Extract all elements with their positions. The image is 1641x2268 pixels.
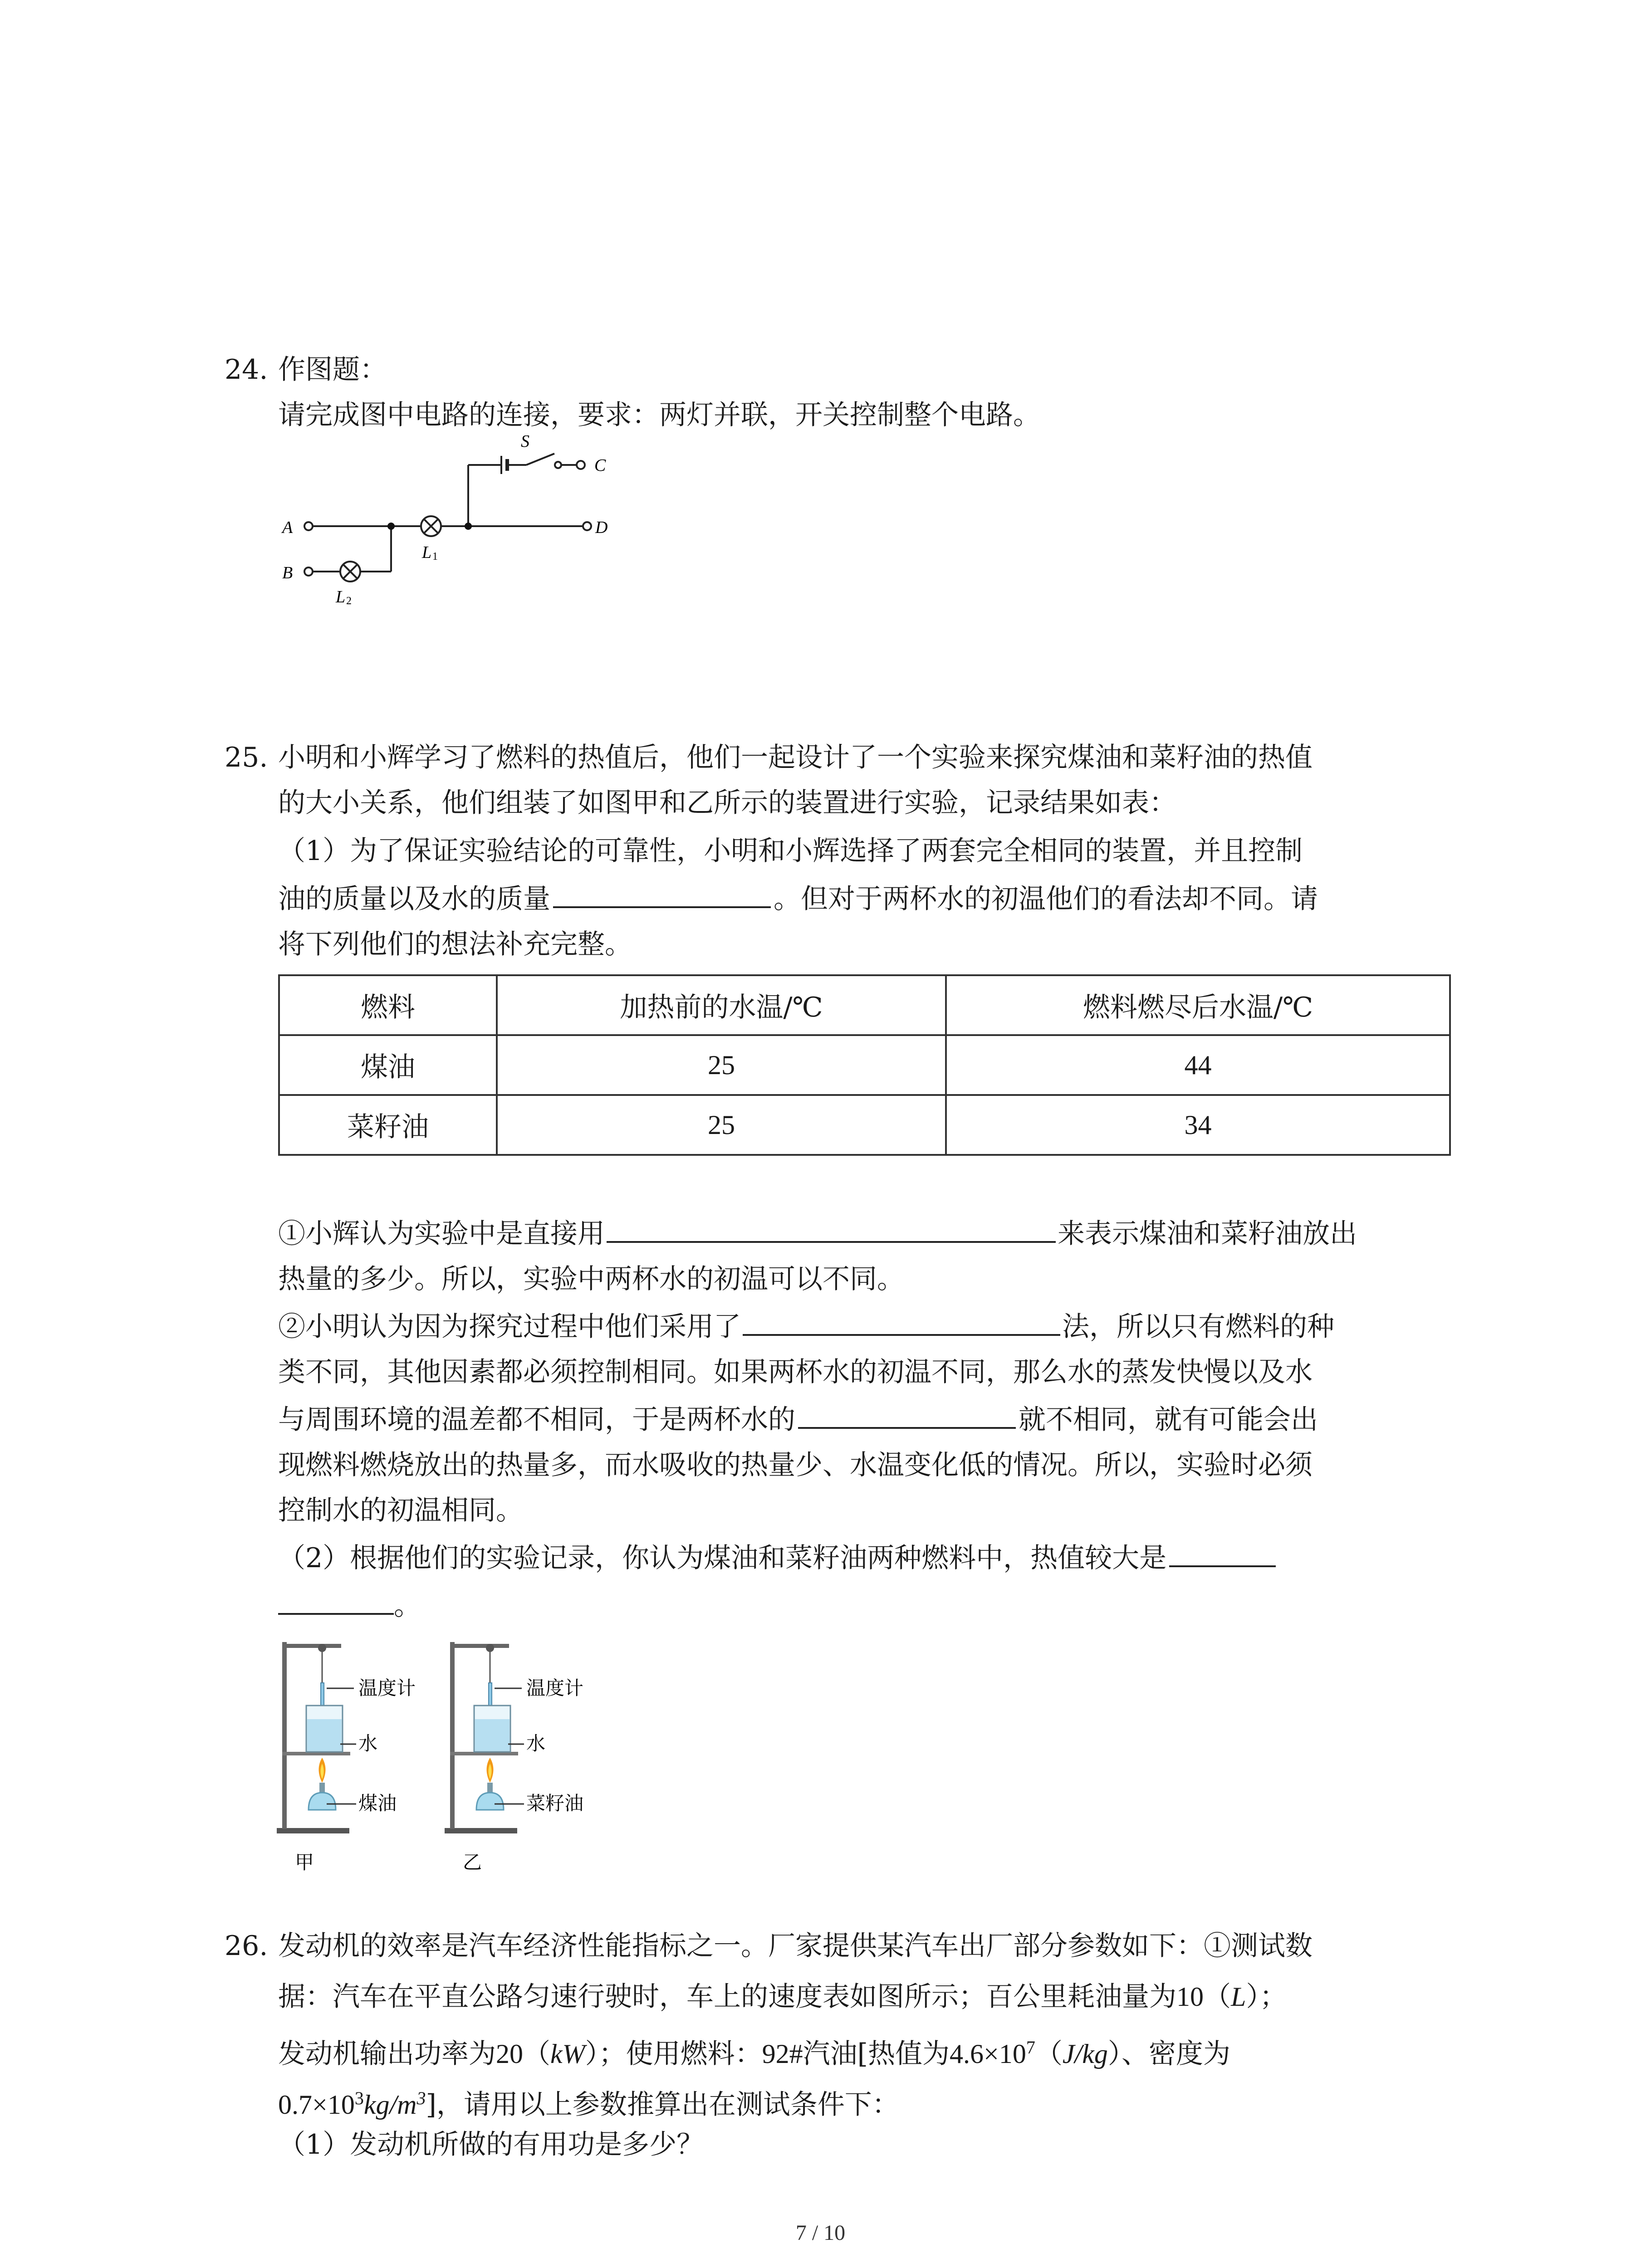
q25-claim2-pre: ②小明认为因为探究过程中他们采用了 [278,1311,741,1343]
caption-right: 乙 [463,1853,482,1873]
table-cell: 25 [497,1035,946,1095]
q25-claim2-line1 [278,1309,1334,1345]
q25-claim1-line1 [278,1216,1357,1252]
q25-claim2-line3-post: 就不相同，就有可能会出 [1019,1404,1318,1436]
q25-sub1-line3: 将下列他们的想法补充完整。 [278,929,632,960]
table-header-cell: 加热前的水温/℃ [497,975,946,1035]
q25-sub1-line2 [278,881,1318,917]
q25-claim2-post: 法，所以只有燃料的种 [1062,1311,1334,1343]
label-thermometer-right: 温度计 [526,1678,584,1699]
junction-dot [387,523,395,530]
lamp-l1-label: L [422,543,432,562]
q25-claim2-line2: 类不同，其他因素都必须控制相同。如果两杯水的初温不同，那么水的蒸发快慢以及水 [278,1356,1313,1388]
table-cell: 34 [946,1095,1450,1155]
circuit-diagram [272,435,635,617]
q26-line1: 发动机的效率是汽车经济性能指标之一。厂家提供某汽车出厂部分参数如下：①测试数 [278,1930,1313,1962]
lamp-l2-label: L [336,587,346,606]
q24-number: 24. [225,354,268,386]
q25-claim1-line2: 热量的多少。所以，实验中两杯水的初温可以不同。 [278,1263,904,1295]
heat-value-unit: J/kg [1062,2039,1108,2069]
q26-line4-text: ]，请用以上参数推算出在测试条件下： [426,2089,899,2121]
lamp-l1-subscript: 1 [432,551,438,562]
q25-claim2-line3-pre: 与周围环境的温差都不相同，于是两杯水的 [278,1404,795,1436]
table-row [279,1095,1450,1155]
q25-claim1-pre: ①小辉认为实验中是直接用 [278,1218,605,1250]
caption-left: 甲 [295,1853,314,1873]
table-header-cell: 燃料 [279,975,497,1035]
answer-blank-research-method[interactable] [743,1330,1060,1336]
terminal-d-label: D [595,518,608,537]
density-unit: kg/m [363,2090,417,2120]
q24-instruction: 请完成图中电路的连接，要求：两灯并联，开关控制整个电路。 [278,399,1040,431]
q25-claim2-line3 [278,1402,1318,1438]
fuel-grade: 92# [762,2039,803,2069]
q25-paragraph-line2: 的大小关系，他们组装了如图甲和乙所示的装置进行实验，记录结果如表： [278,787,1176,819]
table-header-row [279,975,1450,1035]
table-header-cell: 燃料燃尽后水温/℃ [946,975,1450,1035]
fuel-consumption-value: 10 [1176,1982,1204,2012]
q25-claim2-line5: 控制水的初温相同。 [278,1495,523,1526]
apparatus-right [445,1642,524,1833]
q25-sub2-period: 。 [394,1590,421,1622]
answer-blank-fuel-part1[interactable] [1169,1562,1276,1567]
results-table [278,974,1451,1156]
label-water-left: 水 [358,1734,378,1755]
heat-value-base: 4.6×10 [950,2039,1026,2069]
q26-line2: 据：汽车在平直公路匀速行驶时，车上的速度表如图所示；百公里耗油量为10（L）； [278,1981,1287,2013]
terminal-a-label: A [282,518,293,537]
apparatus-figure [272,1628,644,1882]
answer-blank-fuel-part2[interactable] [278,1609,394,1615]
page-number: 7 / 10 [795,2221,846,2245]
terminal-c-label: C [594,456,606,475]
terminal-b-label: B [282,563,293,582]
answer-blank-method[interactable] [607,1237,1056,1243]
table-cell: 菜籽油 [279,1095,497,1155]
answer-blank-heat-loss[interactable] [798,1423,1016,1429]
q26-number: 26. [225,1930,268,1962]
q26-line3: 发动机输出功率为20（kW）；使用燃料：92#汽油[热值为$4.6\times 10^7(J/kg)$、密度为 [278,2037,1230,2070]
power-value: 20 [496,2039,523,2069]
power-unit: kW [550,2039,585,2069]
density-exponent: 3 [354,2088,364,2108]
fuel-consumption-unit: L [1231,1982,1246,2012]
q25-sub1-line2-post: 。但对于两杯水的初温他们的看法却不同。请 [774,883,1318,915]
q26-line4 [278,2080,899,2123]
junction-dot [465,523,472,530]
q26-power-label: 发动机输出功率为 [278,2038,496,2070]
q25-sub1-line2-pre: 油的质量以及水的质量 [278,883,550,915]
q26-fuel-label: ；使用燃料： [598,2038,762,2070]
q26-sub1: （1）发动机所做的有用功是多少？ [278,2129,704,2160]
lamp-l2-subscript: 2 [346,595,352,607]
q25-sub1-line1: （1）为了保证实验结论的可靠性，小明和小辉选择了两套完全相同的装置，并且控制 [278,835,1303,867]
label-fuel-left: 煤油 [358,1794,397,1814]
label-thermometer-left: 温度计 [358,1677,416,1699]
q26-line2-text: 据：汽车在平直公路匀速行驶时，车上的速度表如图所示；百公里耗油量为 [278,1981,1176,2013]
table-cell: 25 [497,1095,946,1155]
density-base: 0.7×10 [278,2090,355,2120]
q26-heat-label: 汽油[热值为 [803,2038,950,2070]
heat-value-exponent: 7 [1026,2037,1035,2058]
q25-paragraph-line1: 小明和小辉学习了燃料的热值后，他们一起设计了一个实验来探究煤油和菜籽油的热值 [278,742,1313,773]
apparatus-left [277,1642,356,1833]
density-unit-exponent: 3 [416,2088,426,2108]
q25-claim2-line4: 现燃料燃烧放出的热量多，而水吸收的热量少、水温变化低的情况。所以，实验时必须 [278,1449,1313,1481]
q24-title: 作图题： [278,354,387,386]
q25-sub2-line1 [278,1540,1276,1576]
q25-number: 25. [225,742,268,773]
q25-sub2-line2 [278,1588,421,1624]
table-cell: 煤油 [279,1035,497,1095]
table-cell: 44 [946,1035,1450,1095]
q25-sub2-text: （2）根据他们的实验记录，你认为煤油和菜籽油两种燃料中，热值较大是 [278,1542,1167,1574]
switch-label: S [521,435,529,451]
answer-blank-mass[interactable] [553,903,771,908]
label-water-right: 水 [526,1734,546,1755]
table-row [279,1035,1450,1095]
q25-claim1-post: 来表示煤油和菜籽油放出 [1058,1218,1357,1250]
label-fuel-right: 菜籽油 [526,1794,584,1814]
q26-density-label: 、密度为 [1121,2038,1230,2070]
